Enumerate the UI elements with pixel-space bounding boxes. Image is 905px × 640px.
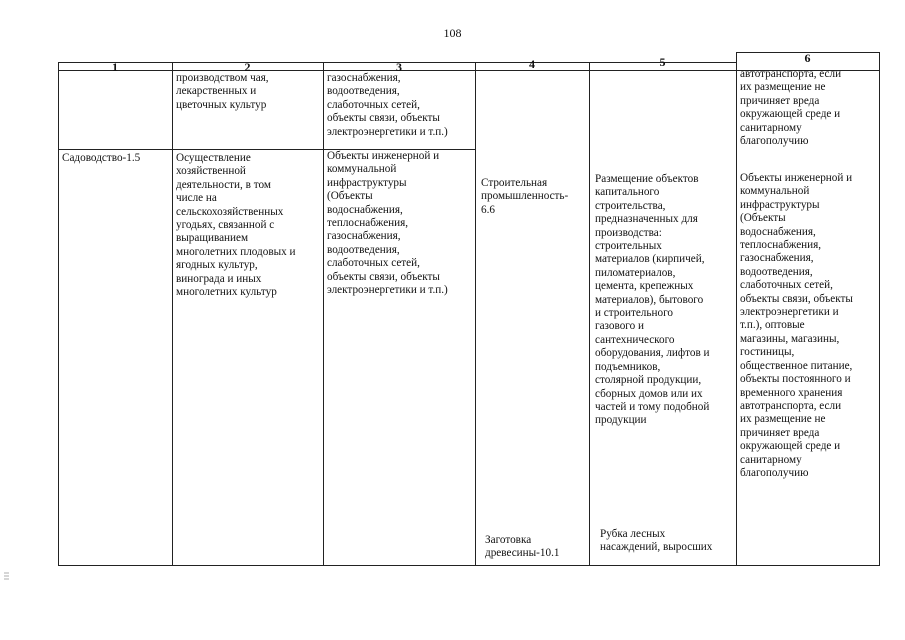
header-col-3: 3 <box>396 60 402 74</box>
timber-description-cell: Рубка лесных насаждений, выросших <box>600 528 713 554</box>
construction-description-cell: Размещение объектов капитального строительства, предназначенных для производства: строительных материалов (кирпичей, пиломатериалов, цемента, крепежных материалов), бытового и строительного газового и сантехнического оборудования, лифтов и подъемников, столярной продукции, сборных домов или их частей и тому подобной продукции <box>595 173 710 427</box>
table-border-left <box>58 62 59 566</box>
construction-name-cell: Строительная промышленность- 6.6 <box>481 177 569 216</box>
column-divider-1 <box>172 62 173 566</box>
column-divider-3 <box>475 62 476 566</box>
column-divider-5 <box>736 52 737 566</box>
carry-cell-col-6: автотранспорта, если их размещение не причиняет вреда окружающей среде и санитарному благополучию <box>740 68 842 148</box>
gardening-description-cell: Осуществление хозяйственной деятельности, в том числе на сельскохозяйственных угодьях, связанной с выращиванием многолетних плодовых и ягодных культур, винограда и иных многолетних культур <box>176 152 296 299</box>
gardening-objects-cell: Объекты инженерной и коммунальной инфраструктуры (Объекты водоснабжения, теплоснабжения, газоснабжения, водоотведения, слаботочных сетей, объекты связи, объекты электроэнергетики и т.п.) <box>327 150 448 297</box>
timber-name-cell: Заготовка древесины-10.1 <box>485 534 560 560</box>
page-number: 108 <box>443 26 462 40</box>
header-col-4: 4 <box>529 57 535 71</box>
gardening-name-cell: Садоводство-1.5 <box>62 152 141 164</box>
column-divider-2 <box>323 62 324 566</box>
table-border-right <box>879 52 880 566</box>
column-divider-4 <box>589 62 590 566</box>
scan-margin-mark <box>4 571 9 584</box>
land-use-table <box>58 52 880 566</box>
header-col-2: 2 <box>244 60 251 74</box>
carry-cell-col-3: газоснабжения, водоотведения, слаботочных сетей, объекты связи, объекты электроэнергетики и т.п.) <box>327 72 448 138</box>
header-col-6: 6 <box>804 51 811 65</box>
table-border-bottom <box>58 565 880 566</box>
carry-cell-col-2: производством чая, лекарственных и цветочных культур <box>176 72 269 111</box>
header-col-5: 5 <box>659 55 666 69</box>
construction-objects-cell: Объекты инженерной и коммунальной инфраструктуры (Объекты водоснабжения, теплоснабжения, газоснабжения, водоотведения, слаботочных сетей, объекты связи, объекты электроэнергетики и т.п.), оптовые магазины, магазины, гостиницы, общественное питание, объекты постоянного и временного хранения автотранспорта, если их размещение не причиняет вреда окружающей среде и санитарному благополучию <box>740 172 853 479</box>
header-col-1: 1 <box>112 60 118 74</box>
